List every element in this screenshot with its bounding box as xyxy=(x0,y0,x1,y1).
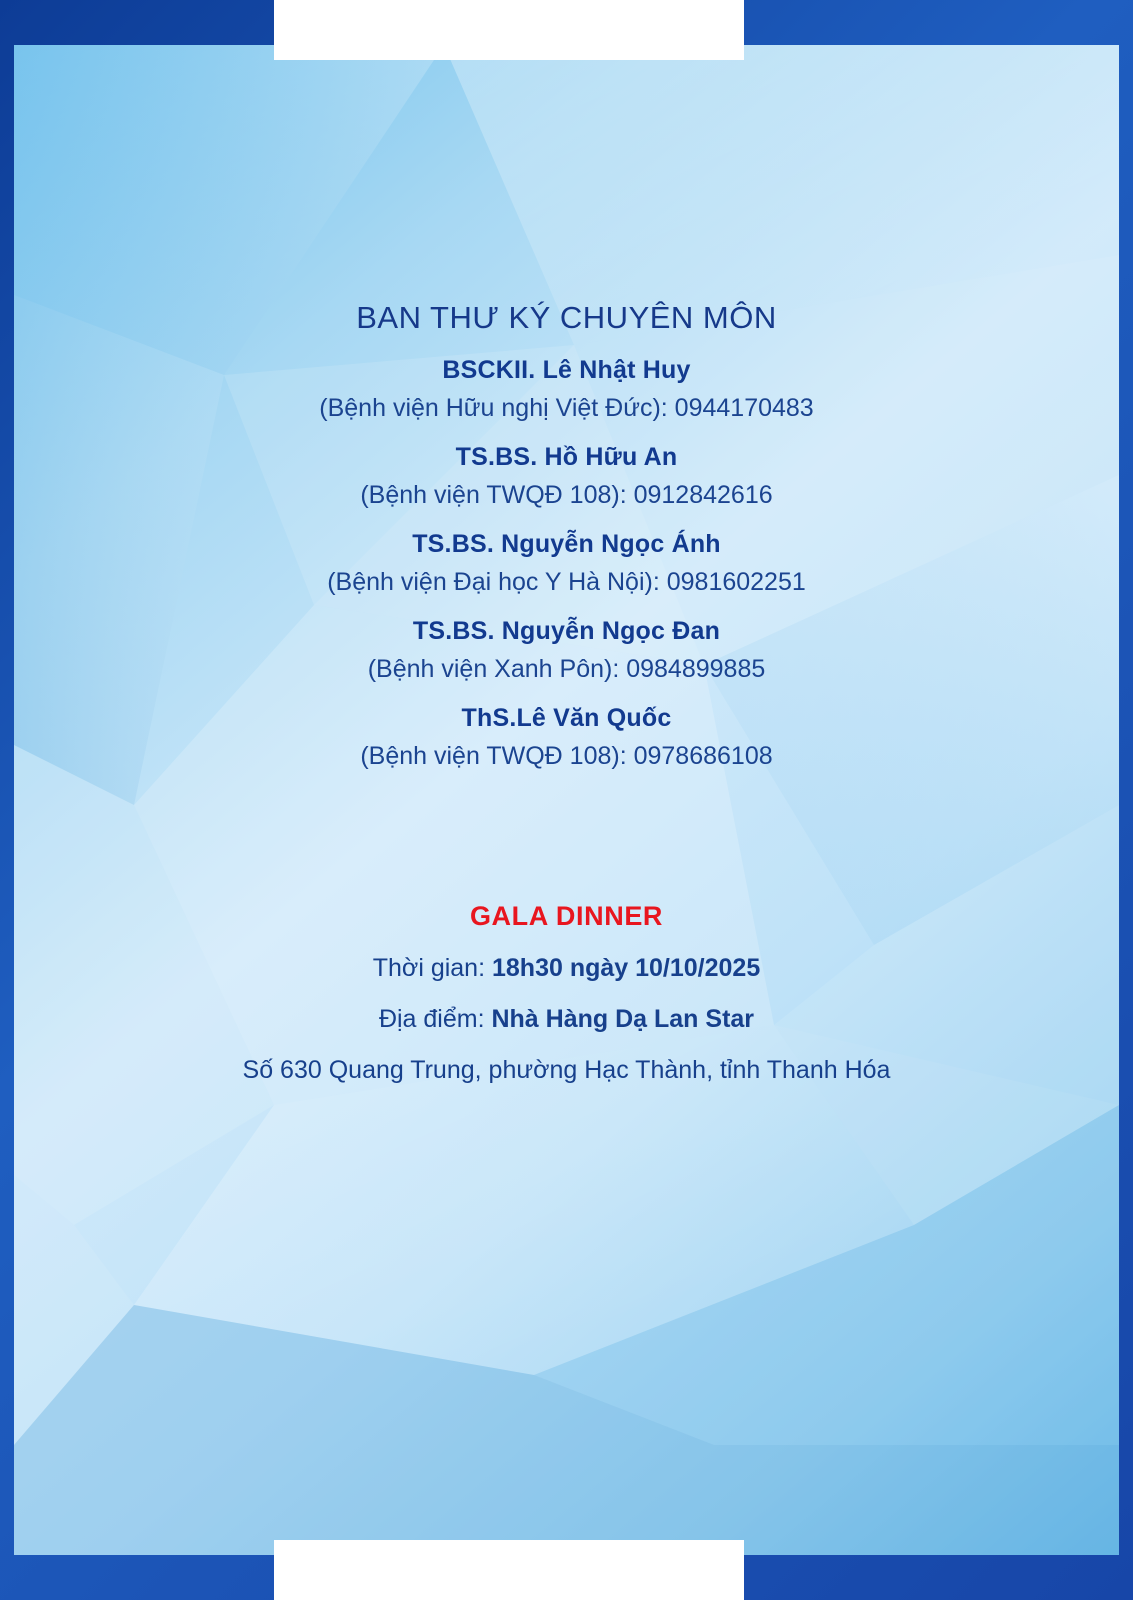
member-affiliation: (Bệnh viện Hữu nghị Việt Đức): 0944170483 xyxy=(319,394,814,422)
gala-address: Số 630 Quang Trung, phường Hạc Thành, tỉnh Thanh Hóa xyxy=(242,1056,891,1084)
top-notch-decoration xyxy=(274,0,744,60)
member-name: TS.BS. Nguyễn Ngọc Ánh xyxy=(412,530,721,558)
member-name: BSCKII. Lê Nhật Huy xyxy=(442,356,691,384)
gala-time-label: Thời gian: xyxy=(372,954,492,982)
gala-time-value: 18h30 ngày 10/10/2025 xyxy=(491,954,761,982)
member-affiliation: (Bệnh viện TWQĐ 108): 0978686108 xyxy=(360,742,773,770)
member-affiliation: (Bệnh viện Đại học Y Hà Nội): 0981602251 xyxy=(327,568,806,596)
page-inner-panel xyxy=(14,45,1119,1555)
bottom-notch-decoration xyxy=(274,1540,744,1600)
page-content xyxy=(14,45,1119,1085)
member-affiliation: (Bệnh viện TWQĐ 108): 0912842616 xyxy=(360,481,773,509)
gala-dinner-title: GALA DINNER xyxy=(469,901,664,931)
gala-place-label: Địa điểm: xyxy=(378,1005,492,1033)
gala-place-row xyxy=(104,1005,1029,1034)
member-name: TS.BS. Hồ Hữu An xyxy=(455,443,678,471)
member-name: ThS.Lê Văn Quốc xyxy=(461,704,672,732)
gala-time-row xyxy=(104,954,1029,983)
member-affiliation: (Bệnh viện Xanh Pôn): 0984899885 xyxy=(367,655,766,683)
secretariat-title: BAN THƯ KÝ CHUYÊN MÔN xyxy=(356,300,777,335)
gala-place-value: Nhà Hàng Dạ Lan Star xyxy=(491,1005,755,1033)
member-name: TS.BS. Nguyễn Ngọc Đan xyxy=(412,617,721,645)
